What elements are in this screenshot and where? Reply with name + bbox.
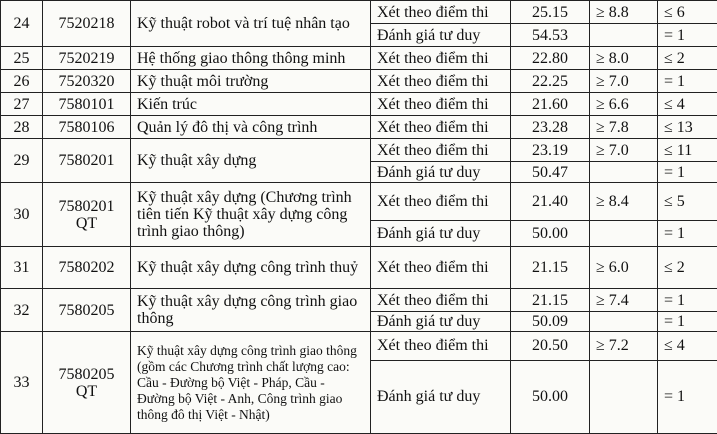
admission-method-cell: Xét theo điểm thi — [371, 139, 511, 162]
cutoff-score-cell: 21.15 — [511, 289, 590, 312]
wish-rank-cell: ≤ 6 — [658, 1, 717, 24]
cutoff-score-cell: 23.19 — [511, 139, 590, 162]
major-code-line: 7520320 — [58, 72, 115, 90]
table-body — [1, 1, 717, 434]
tiebreak-condition-cell: ≥ 6.6 — [590, 93, 658, 116]
admission-method-cell: Xét theo điểm thi — [371, 93, 511, 116]
row-number-cell: 33 — [1, 332, 43, 434]
tiebreak-condition-cell — [590, 312, 658, 332]
major-code-cell — [43, 47, 131, 70]
row-number-cell: 29 — [1, 139, 43, 183]
tiebreak-condition-cell: ≥ 7.8 — [590, 116, 658, 139]
tiebreak-condition-cell: ≥ 7.0 — [590, 139, 658, 162]
major-code-line: 7520218 — [58, 15, 115, 33]
major-code-cell — [43, 139, 131, 183]
admission-method-cell: Xét theo điểm thi — [371, 70, 511, 93]
major-name-cell: Kỹ thuật môi trường — [131, 70, 371, 93]
wish-rank-cell: ≤ 4 — [658, 332, 717, 360]
admission-method-cell: Xét theo điểm thi — [371, 1, 511, 24]
wish-rank-cell: = 1 — [658, 24, 717, 47]
major-name-cell: Kiến trúc — [131, 93, 371, 116]
cutoff-score-cell: 22.80 — [511, 47, 590, 70]
admission-method-cell: Xét theo điểm thi — [371, 116, 511, 139]
major-code-line: 7580201 — [58, 197, 115, 215]
wish-rank-cell: ≤ 4 — [658, 93, 717, 116]
cutoff-score-cell: 50.47 — [511, 162, 590, 183]
tiebreak-condition-cell — [590, 162, 658, 183]
cutoff-score-cell: 23.28 — [511, 116, 590, 139]
tiebreak-condition-cell — [590, 221, 658, 247]
major-code-line: 7520219 — [58, 49, 115, 67]
wish-rank-cell: = 1 — [658, 312, 717, 332]
table-row — [1, 247, 717, 289]
table-row — [1, 93, 717, 116]
cutoff-score-cell: 21.15 — [511, 247, 590, 289]
major-code-cell — [43, 1, 131, 47]
admission-method-cell: Xét theo điểm thi — [371, 332, 511, 360]
major-name-cell: Kỹ thuật robot và trí tuệ nhân tạo — [131, 1, 371, 47]
cutoff-score-cell: 50.00 — [511, 221, 590, 247]
major-code-cell — [43, 289, 131, 332]
row-number-cell: 24 — [1, 1, 43, 47]
wish-rank-cell: = 1 — [658, 162, 717, 183]
major-code-cell — [43, 93, 131, 116]
major-code-line: 7580101 — [58, 95, 115, 113]
major-name-cell: Kỹ thuật xây dựng — [131, 139, 371, 183]
admission-method-cell: Đánh giá tư duy — [371, 24, 511, 47]
major-name-cell: Kỹ thuật xây dựng công trình thuỷ — [131, 247, 371, 289]
tiebreak-condition-cell: ≥ 7.2 — [590, 332, 658, 360]
admission-method-cell: Xét theo điểm thi — [371, 247, 511, 289]
cutoff-score-cell: 25.15 — [511, 1, 590, 24]
table-row — [1, 47, 717, 70]
table-row — [1, 183, 717, 221]
major-code-cell — [43, 116, 131, 139]
table-row — [1, 116, 717, 139]
admission-method-cell: Đánh giá tư duy — [371, 162, 511, 183]
tiebreak-condition-cell: ≥ 8.8 — [590, 1, 658, 24]
table-row — [1, 139, 717, 162]
admission-method-cell: Xét theo điểm thi — [371, 289, 511, 312]
wish-rank-cell: = 1 — [658, 360, 717, 433]
cutoff-score-cell: 50.09 — [511, 312, 590, 332]
major-name-cell: Kỹ thuật xây dựng (Chương trình tiên tiến Kỹ thuật xây dựng công trình giao thông) — [131, 183, 371, 247]
major-name-cell: Quản lý đô thị và công trình — [131, 116, 371, 139]
major-code-line: 7580106 — [58, 118, 115, 136]
major-code-cell — [43, 183, 131, 247]
wish-rank-cell: ≤ 11 — [658, 139, 717, 162]
tiebreak-condition-cell: ≥ 8.0 — [590, 47, 658, 70]
tiebreak-condition-cell: ≥ 7.4 — [590, 289, 658, 312]
wish-rank-cell: ≤ 2 — [658, 47, 717, 70]
wish-rank-cell: = 1 — [658, 70, 717, 93]
tiebreak-condition-cell — [590, 24, 658, 47]
table-row — [1, 70, 717, 93]
major-name-cell: Kỹ thuật xây dựng công trình giao thông — [131, 289, 371, 332]
wish-rank-cell: ≤ 5 — [658, 183, 717, 221]
major-code-line: 7580205 — [58, 365, 115, 383]
tiebreak-condition-cell — [590, 360, 658, 433]
table-row — [1, 1, 717, 24]
major-code-line: QT — [75, 214, 98, 232]
cutoff-score-cell: 54.53 — [511, 24, 590, 47]
cutoff-score-cell: 22.25 — [511, 70, 590, 93]
admission-method-cell: Xét theo điểm thi — [371, 183, 511, 221]
row-number-cell: 28 — [1, 116, 43, 139]
table-row — [1, 332, 717, 360]
row-number-cell: 31 — [1, 247, 43, 289]
major-code-line: 7580201 — [58, 152, 115, 170]
wish-rank-cell: = 1 — [658, 221, 717, 247]
tiebreak-condition-cell: ≥ 7.0 — [590, 70, 658, 93]
admission-method-cell: Đánh giá tư duy — [371, 221, 511, 247]
cutoff-score-cell: 21.60 — [511, 93, 590, 116]
cutoff-score-cell: 20.50 — [511, 332, 590, 360]
admission-method-cell: Đánh giá tư duy — [371, 360, 511, 433]
major-name-cell: Hệ thống giao thông thông minh — [131, 47, 371, 70]
tiebreak-condition-cell: ≥ 8.4 — [590, 183, 658, 221]
major-code-line: 7580202 — [58, 259, 115, 277]
row-number-cell: 26 — [1, 70, 43, 93]
wish-rank-cell: = 1 — [658, 289, 717, 312]
major-code-cell — [43, 70, 131, 93]
admission-method-cell: Xét theo điểm thi — [371, 47, 511, 70]
wish-rank-cell: ≤ 2 — [658, 247, 717, 289]
admission-method-cell: Đánh giá tư duy — [371, 312, 511, 332]
cutoff-score-cell: 21.40 — [511, 183, 590, 221]
wish-rank-cell: ≤ 13 — [658, 116, 717, 139]
row-number-cell: 25 — [1, 47, 43, 70]
major-code-line: 7580205 — [58, 301, 115, 319]
row-number-cell: 32 — [1, 289, 43, 332]
tiebreak-condition-cell: ≥ 6.0 — [590, 247, 658, 289]
table-row — [1, 289, 717, 312]
major-name-cell: Kỹ thuật xây dựng công trình giao thông (gồm các Chương trình chất lượng cao: Cầu - Đường bộ Việt - Pháp, Cầu - Đường bộ Việt - Anh, Công trình giao thông đô thị Việt - Nhật) — [131, 332, 371, 434]
major-code-line: QT — [75, 382, 98, 400]
row-number-cell: 27 — [1, 93, 43, 116]
major-code-cell — [43, 332, 131, 434]
cutoff-score-cell: 50.00 — [511, 360, 590, 433]
row-number-cell: 30 — [1, 183, 43, 247]
major-code-cell — [43, 247, 131, 289]
